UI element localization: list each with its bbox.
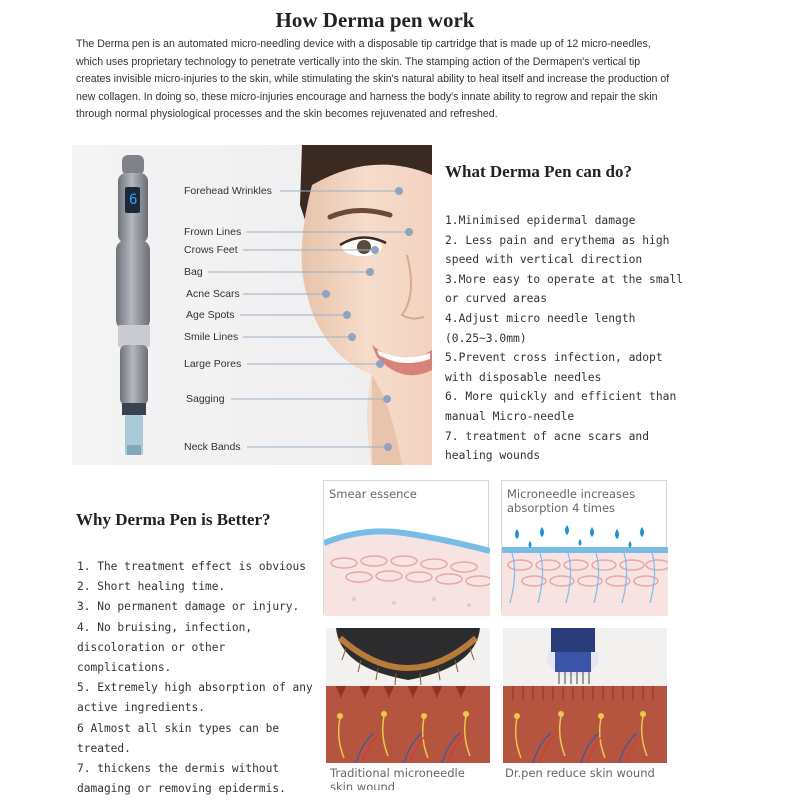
caption-microneedle-absorption: Microneedle increases absorption 4 times: [507, 487, 636, 515]
list-item: 5.Prevent cross infection, adopt with disposable needles: [445, 351, 663, 384]
intro-paragraph: The Derma pen is an automated micro-needling device with a disposable tip cartridge that is made up of 12 micro-needles, which uses proprietary technology to penetrate vertically into the skin. The stamping action of the Dermapen's vertical tip creates invisible micro-injuries to the skin, while stimulating the skin's natural ability to heal itself and increase the production of new collagen. In doing so, these micro-injuries encourage and harness the body's innate ability to regrow and repair the skin through normal physiological processes and the skin becomes rejuvenated and refreshed.: [76, 38, 670, 120]
what-list: [445, 211, 690, 466]
label-neck-bands: Neck Bands: [184, 441, 241, 453]
caption-traditional-microneedle: Traditional microneedle skin wound: [330, 766, 465, 790]
why-list: [77, 557, 317, 799]
list-item: 1.Minimised epidermal damage: [445, 214, 636, 227]
list-item: 1. The treatment effect is obvious: [77, 560, 307, 573]
main-title: How Derma pen work: [275, 8, 475, 32]
label-crows-feet: Crows Feet: [184, 244, 238, 256]
caption-smear-essence: Smear essence: [329, 487, 417, 501]
label-forehead-wrinkles: Forehead Wrinkles: [184, 185, 272, 197]
panel-microneedle-absorption: [501, 480, 667, 615]
label-smile-lines: Smile Lines: [184, 331, 239, 343]
why-title: Why Derma Pen is Better?: [76, 510, 271, 529]
panel-smear-essence: [323, 480, 489, 615]
list-item: 6. More quickly and efficient than manual Micro-needle: [445, 390, 677, 423]
list-item: 6 Almost all skin types can be treated.: [77, 721, 280, 755]
label-sagging: Sagging: [186, 393, 225, 405]
list-item: 4.Adjust micro needle length (0.25~3.0mm): [445, 311, 636, 345]
label-age-spots: Age Spots: [186, 309, 235, 321]
panel-drpen: [503, 628, 667, 780]
label-acne-scars: Acne Scars: [186, 288, 240, 300]
label-large-pores: Large Pores: [184, 358, 242, 370]
panel-traditional-microneedle: [326, 628, 490, 790]
list-item: 3.More easy to operate at the small or curved areas: [445, 272, 684, 306]
pen-display-digit: 6: [129, 192, 138, 208]
list-item: 4. No bruising, infection, discoloration or other complications.: [77, 620, 253, 675]
what-title: What Derma Pen can do?: [445, 162, 632, 181]
list-item: 5. Extremely high absorption of any active ingredients.: [77, 681, 313, 715]
label-frown-lines: Frown Lines: [184, 226, 242, 238]
list-item: 3. No permanent damage or injury.: [77, 600, 300, 614]
caption-drpen: Dr.pen reduce skin wound: [505, 766, 655, 780]
label-bag: Bag: [184, 266, 203, 278]
list-item: 2. Short healing time.: [77, 580, 226, 594]
list-item: 2. Less pain and erythema as high speed with vertical direction: [445, 233, 670, 267]
list-item: 7. thickens the dermis without damaging or removing epidermis.: [77, 762, 286, 796]
list-item: 7. treatment of acne scars and healing wounds: [445, 429, 650, 463]
